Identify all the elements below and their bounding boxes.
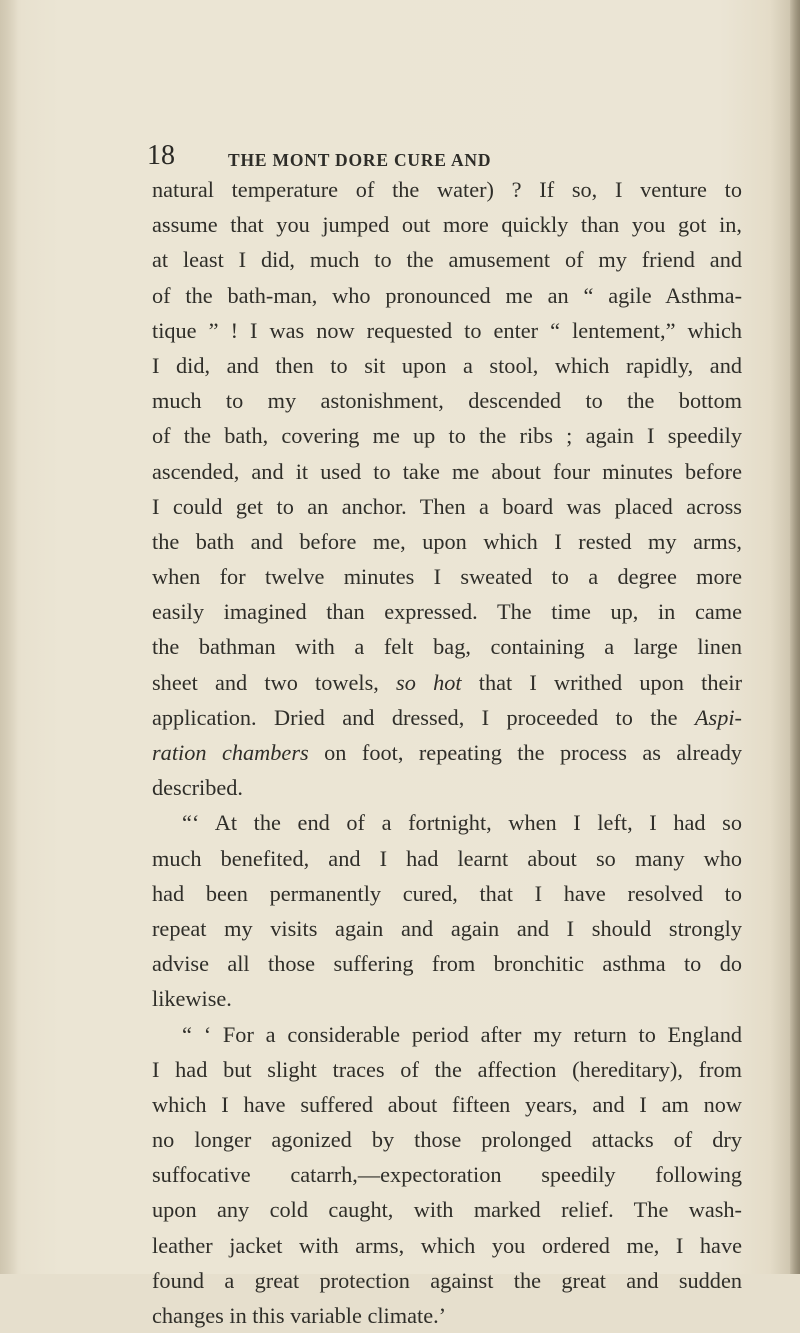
text-segment: suffocative catarrh,—expectoration speedily following (152, 1162, 742, 1188)
text-segment: on foot, repeating the process as already (308, 740, 743, 765)
text-line (152, 1263, 742, 1298)
text-segment: I did, and then to sit upon a stool, which rapidly, and (152, 352, 742, 378)
text-segment: the bath and before me, upon which I rested my arms, (152, 528, 742, 554)
text-line (152, 1157, 742, 1192)
italic-phrase: Aspi- (694, 704, 742, 730)
text-line (152, 805, 742, 840)
text-line (152, 559, 742, 594)
text-segment: had been permanently cured, that I have resolved to (152, 880, 742, 906)
text-segment: described. (152, 775, 244, 801)
text-line (152, 418, 742, 453)
text-line (152, 770, 742, 805)
body-text (152, 172, 742, 1333)
text-line (152, 665, 742, 700)
text-line (152, 313, 742, 348)
text-segment: advise all those suffering from bronchitic asthma to do (152, 951, 742, 977)
text-segment: “ ‘ For a considerable period after my return to England (182, 1021, 742, 1047)
text-line (152, 348, 742, 383)
text-line (152, 242, 742, 277)
text-segment: “‘ At the end of a fortnight, when I left, I had so (182, 810, 742, 836)
text-segment: tique ” ! I was now requested to enter “ lentement,” which (152, 317, 742, 343)
text-segment: which I have suffered about fifteen years, and I am now (152, 1091, 742, 1117)
text-segment: leather jacket with arms, which you ordered me, I have (152, 1232, 742, 1258)
text-segment: likewise. (152, 986, 232, 1012)
page-edge-shadow (790, 0, 800, 1274)
page-gutter-shadow (0, 0, 18, 1274)
text-segment: of the bath-man, who pronounced me an “ agile Asthma- (152, 282, 742, 308)
text-segment: much to my astonishment, descended to the bottom (152, 388, 742, 414)
text-line (152, 278, 742, 313)
italic-phrase: so hot (396, 669, 462, 695)
text-line (152, 1087, 742, 1122)
text-line (152, 1052, 742, 1087)
text-line (152, 981, 742, 1016)
text-segment: repeat my visits again and again and I should strongly (152, 915, 742, 941)
text-segment: application. Dried and dressed, I proceeded to the (152, 704, 695, 730)
text-line (152, 524, 742, 559)
text-line (152, 911, 742, 946)
text-line (152, 383, 742, 418)
text-segment: changes in this variable climate.’ (152, 1303, 447, 1328)
text-segment: ascended, and it used to take me about four minutes before (152, 458, 742, 484)
italic-phrase: ration chambers (152, 740, 309, 765)
text-segment: the bathman with a felt bag, containing a large linen (152, 634, 742, 660)
page-number: 18 (147, 140, 175, 171)
text-segment: of the bath, covering me up to the ribs ; again I speedily (152, 423, 742, 449)
text-segment: no longer agonized by those prolonged attacks of dry (152, 1127, 742, 1153)
text-line (152, 1228, 742, 1263)
text-line (152, 172, 742, 207)
text-line (152, 841, 742, 876)
text-segment: I could get to an anchor. Then a board was placed across (152, 493, 742, 519)
text-line (152, 1298, 742, 1333)
text-line (152, 700, 742, 735)
text-segment: upon any cold caught, with marked relief. The wash- (152, 1197, 742, 1223)
text-line (152, 1017, 742, 1052)
text-segment: assume that you jumped out more quickly than you got in, (152, 212, 742, 238)
text-segment: found a great protection against the great and sudden (152, 1267, 742, 1293)
text-segment: when for twelve minutes I sweated to a degree more (152, 564, 742, 590)
text-segment: sheet and two towels, (152, 669, 397, 695)
running-head: THE MONT DORE CURE AND (228, 150, 492, 170)
text-line (152, 876, 742, 911)
text-line (152, 207, 742, 242)
text-line (152, 594, 742, 629)
text-segment: much benefited, and I had learnt about so many who (152, 845, 742, 871)
text-segment: that I writhed upon their (461, 669, 742, 695)
text-line (152, 454, 742, 489)
text-line (152, 489, 742, 524)
text-line (152, 735, 742, 770)
text-segment: I had but slight traces of the affection (hereditary), from (152, 1056, 742, 1082)
text-segment: at least I did, much to the amusement of my friend and (152, 247, 742, 273)
text-line (152, 1122, 742, 1157)
text-segment: natural temperature of the water) ? If so, I venture to (152, 177, 742, 202)
text-line (152, 629, 742, 664)
text-segment: easily imagined than expressed. The time up, in came (152, 599, 742, 625)
text-line (152, 1192, 742, 1227)
text-line (152, 946, 742, 981)
